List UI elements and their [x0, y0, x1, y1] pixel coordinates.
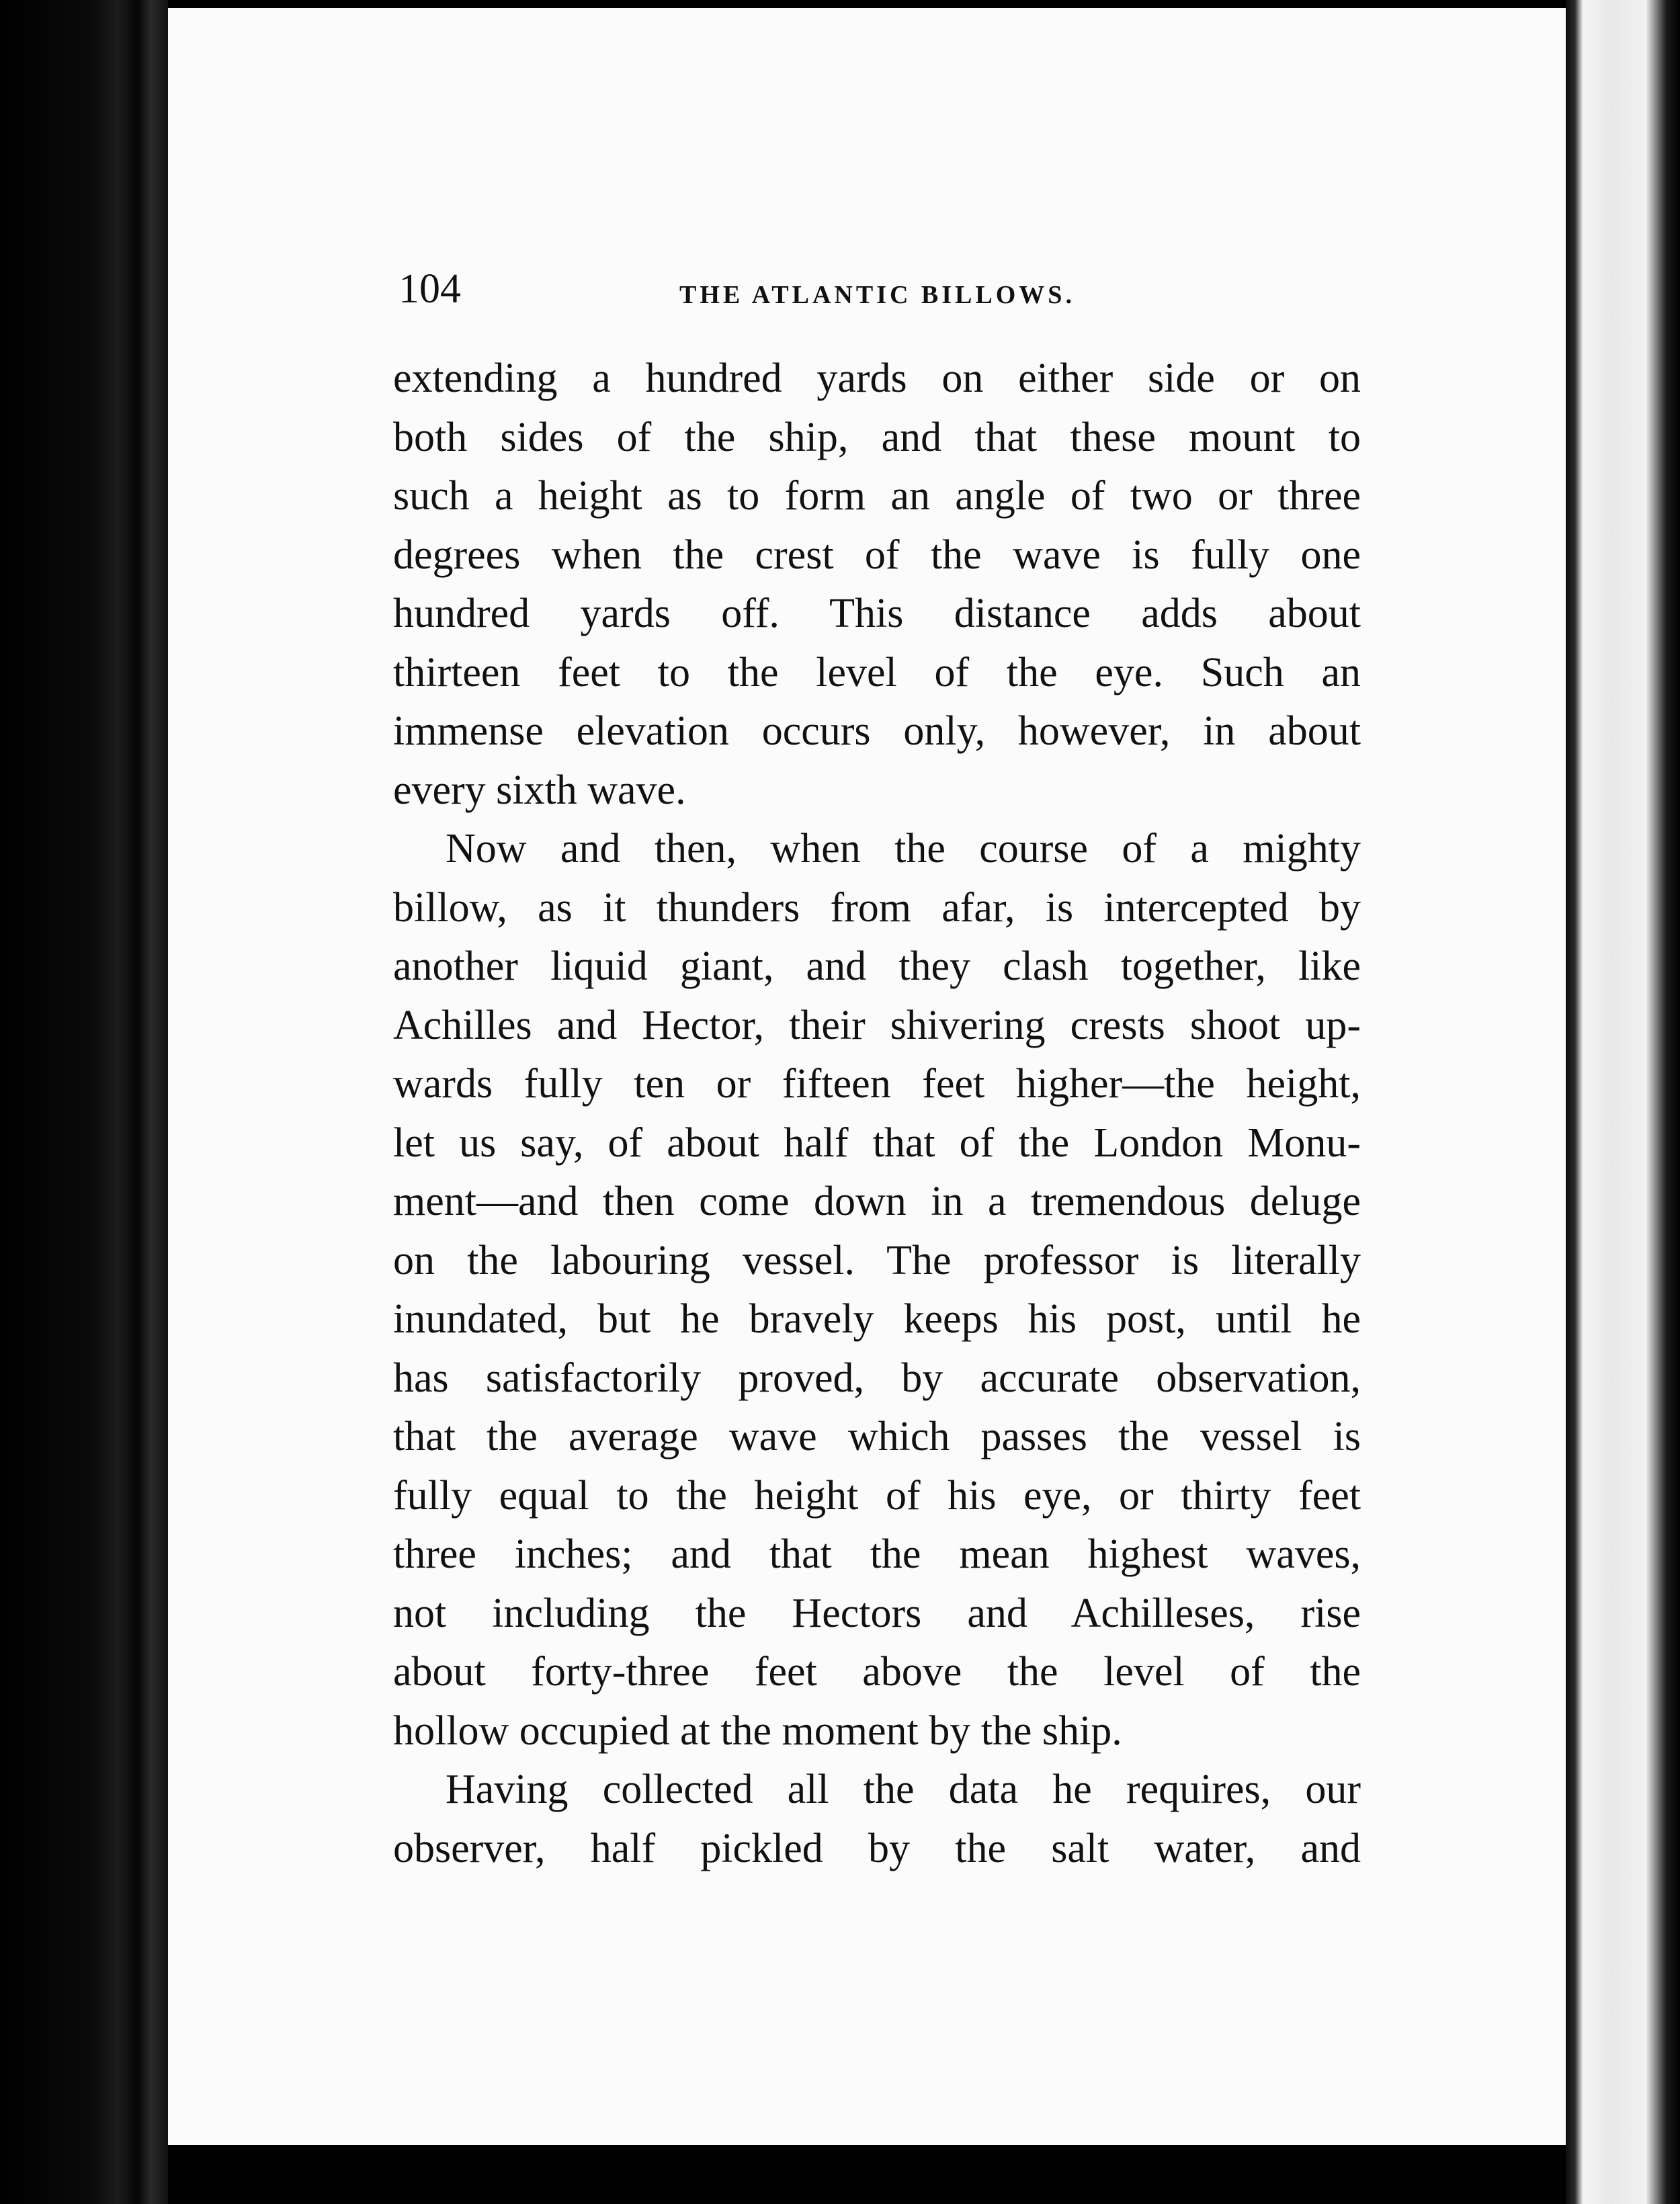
- text-line: not including the Hectors and Achilleses, rise: [393, 1590, 1361, 1636]
- paragraph: [393, 349, 1361, 820]
- text-line: has satisfactorily proved, by accurate observation,: [393, 1355, 1361, 1401]
- text-line: Now and then, when the course of a mighty: [446, 826, 1361, 872]
- text-line: such a height as to form an angle of two or three: [393, 473, 1361, 519]
- page-number: 104: [398, 266, 461, 312]
- text-line: degrees when the crest of the wave is fully one: [393, 532, 1361, 578]
- text-line: about forty-three feet above the level of the: [393, 1649, 1361, 1695]
- text-line: Achilles and Hector, their shivering crests shoot up-: [393, 1002, 1361, 1048]
- text-line: extending a hundred yards on either side or on: [393, 355, 1361, 401]
- text-line: hundred yards off. This distance adds about: [393, 591, 1361, 636]
- text-line: billow, as it thunders from afar, is intercepted by: [393, 884, 1361, 931]
- text-line: that the average wave which passes the vessel is: [393, 1414, 1361, 1459]
- text-line: on the labouring vessel. The professor is literally: [393, 1237, 1361, 1283]
- text-line: another liquid giant, and they clash together, like: [393, 943, 1361, 989]
- text-line: inundated, but he bravely keeps his post, until he: [393, 1296, 1361, 1342]
- book-spine: [0, 0, 168, 2204]
- text-line: three inches; and that the mean highest waves,: [393, 1531, 1361, 1577]
- text-line: Having collected all the data he requires, our: [446, 1767, 1361, 1812]
- text-line: observer, half pickled by the salt water, and: [393, 1825, 1361, 1871]
- text-line: wards fully ten or fifteen feet higher—the height,: [393, 1061, 1361, 1107]
- page-edge: [1566, 0, 1680, 2204]
- scan-border: [168, 2145, 1566, 2204]
- paragraph: [393, 1761, 1361, 1878]
- text-line: immense elevation occurs only, however, in about: [393, 708, 1361, 754]
- body-text: [393, 349, 1361, 1878]
- text-line: hollow occupied at the moment by the ship.: [393, 1707, 1122, 1754]
- text-line: both sides of the ship, and that these mount to: [393, 414, 1361, 460]
- text-line: ment—and then come down in a tremendous deluge: [393, 1179, 1361, 1224]
- text-line: thirteen feet to the level of the eye. Such an: [393, 649, 1361, 695]
- text-line: every sixth wave.: [393, 767, 686, 813]
- running-title: THE ATLANTIC BILLOWS.: [679, 281, 1075, 309]
- running-header: [398, 265, 1356, 312]
- paragraph: [393, 820, 1361, 1761]
- text-line: let us say, of about half that of the London Monu-: [393, 1119, 1361, 1166]
- text-line: fully equal to the height of his eye, or thirty feet: [393, 1472, 1361, 1519]
